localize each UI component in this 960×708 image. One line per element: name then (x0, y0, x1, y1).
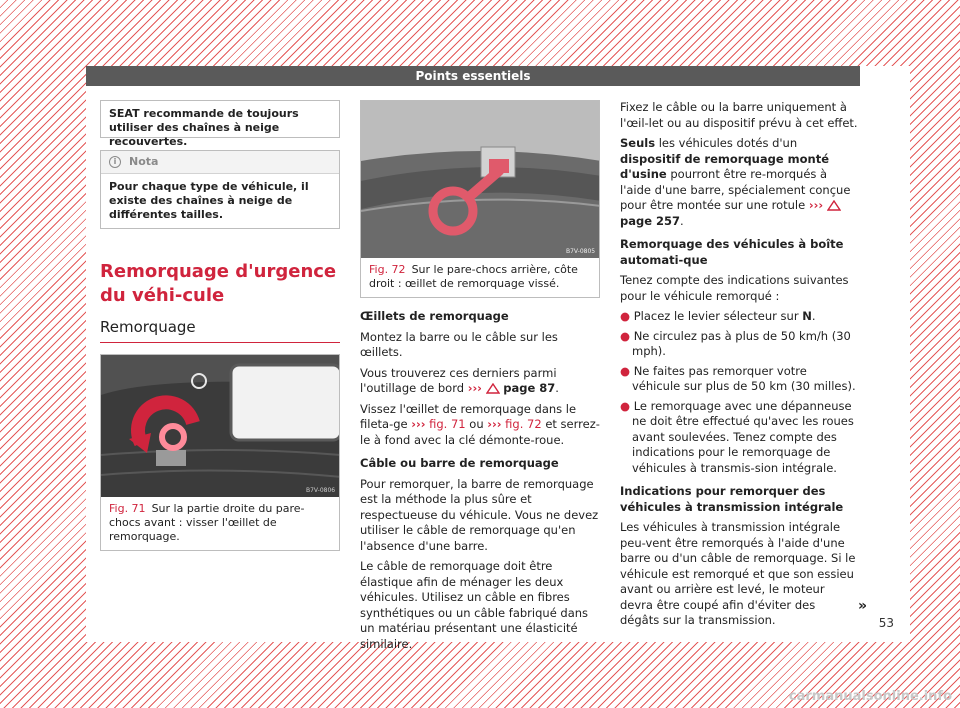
continue-arrow-icon: » (858, 598, 868, 614)
rear-bumper-illustration (361, 101, 599, 258)
page-header: Points essentiels (86, 66, 860, 86)
warning-icon (827, 200, 841, 211)
figure-71-caption-text: Sur la partie droite du pare-chocs avant : visser l'œillet de remorquage. (109, 502, 305, 543)
middle-column (360, 100, 600, 657)
page-ref-87[interactable]: page 87 (503, 381, 556, 395)
bullet-3: ● Ne faites pas remorquer votre véhicule sur plus de 50 km (30 milles). (620, 363, 856, 393)
heading-integrale: Indications pour remorquer des véhicules à transmission intégrale (620, 484, 844, 514)
subsection-heading (100, 317, 340, 343)
right-paragraph-4: Les véhicules à transmission intégrale peu-vent être remorqués à l'aide d'une barre ou d'un câble de remorquage. Si le véhicule est remorqué et que son essieu avant ou arrière est levé, le moteur devra être coupé afin d'éviter des dégâts sur la transmission. (620, 520, 856, 627)
paragraph-4: Pour remorquer, la barre de remorquage est la méthode la plus sûre et respectueuse du véhicule. Vous ne devez utiliser le câble de remorquage qu'en l'absence d'une barre. (360, 476, 599, 553)
paragraph-5: Le câble de remorquage doit être élastique afin de ménager les deux véhicules. Utilisez un câble en fibres synthétiques ou un câble fabriqué dans un matériau présentant une élasticité similaire. (360, 559, 589, 651)
figure-72-caption-text: Sur le pare-chocs arrière, côte droit : œillet de remorquage vissé. (369, 263, 578, 290)
paragraph-3: Vissez l'œillet de remorquage dans le fileta-ge ››› fig. 71 ou ››› fig. 72 et serrez-le à fond avec la clé démonte-roue. (360, 401, 600, 447)
right-paragraph-3: Tenez compte des indications suivantes pour le véhicule remorqué : (620, 273, 849, 303)
heading-automatic: Remorquage des véhicules à boîte automati-que (620, 237, 844, 267)
figure-71-label: Fig. 71 (109, 502, 146, 515)
figure-72 (360, 100, 600, 298)
figure-72-code: B7V-0805 (566, 248, 596, 255)
section-title: Remorquage d'urgence du véhi-cule (100, 261, 337, 306)
right-paragraph-2: Seuls les véhicules dotés d'un dispositif de remorquage monté d'usine pourront être re-morqués à l'aide d'une barre, spécialement conçue pour être montée sur une rotule ››› page 257. (620, 136, 851, 228)
page-number: 53 (878, 616, 894, 630)
fig-71-link[interactable]: fig. 71 (429, 417, 466, 431)
figure-72-caption (361, 258, 599, 297)
nota-box (100, 150, 340, 229)
paragraph-1: Montez la barre ou le câble sur les œillets. (360, 329, 558, 359)
figure-72-label: Fig. 72 (369, 263, 406, 276)
warning-text: SEAT recommande de toujours utiliser des chaînes à neige recouvertes. (109, 107, 299, 148)
bullet-1: ● Placez le levier sélecteur sur N. (620, 309, 816, 323)
info-icon: i (109, 156, 121, 168)
right-column (620, 100, 858, 634)
bullet-4: ● Le remorquage avec une dépanneuse ne doit être effectué qu'avec les roues avant soulevées. Tenez compte des indications pour le remorquage de véhicules à transmis-sion intégrale. (620, 398, 854, 475)
nota-header (101, 151, 339, 174)
section-heading (100, 260, 340, 308)
front-bumper-illustration (101, 355, 339, 497)
figure-71 (100, 354, 340, 551)
left-column (100, 100, 340, 551)
figure-71-image (101, 355, 339, 497)
figure-71-caption (101, 497, 339, 550)
paragraph-2: Vous trouverez ces derniers parmi l'outillage de bord ››› page 87. (360, 365, 559, 395)
right-paragraph-1: Fixez le câble ou la barre uniquement à l'œil-let ou au dispositif prévu à cet effet. (620, 100, 858, 130)
figure-71-code: B7V-0806 (306, 487, 336, 494)
watermark: carmanualsonline.info (788, 689, 952, 704)
nota-title: Nota (129, 155, 159, 168)
figure-72-image (361, 101, 599, 258)
fig-72-link[interactable]: fig. 72 (505, 417, 542, 431)
page-ref-257[interactable]: page 257 (620, 213, 681, 228)
nota-text: Pour chaque type de véhicule, il existe des chaînes à neige de différentes tailles. (109, 180, 309, 221)
bullet-2: ● Ne circulez pas à plus de 50 km/h (30 mph). (620, 328, 851, 358)
warning-icon (486, 383, 500, 394)
heading-cable: Câble ou barre de remorquage (360, 456, 559, 470)
subsection-title: Remorquage (100, 318, 196, 336)
warning-box (100, 100, 340, 148)
heading-oeillets: Œillets de remorquage (360, 309, 509, 323)
